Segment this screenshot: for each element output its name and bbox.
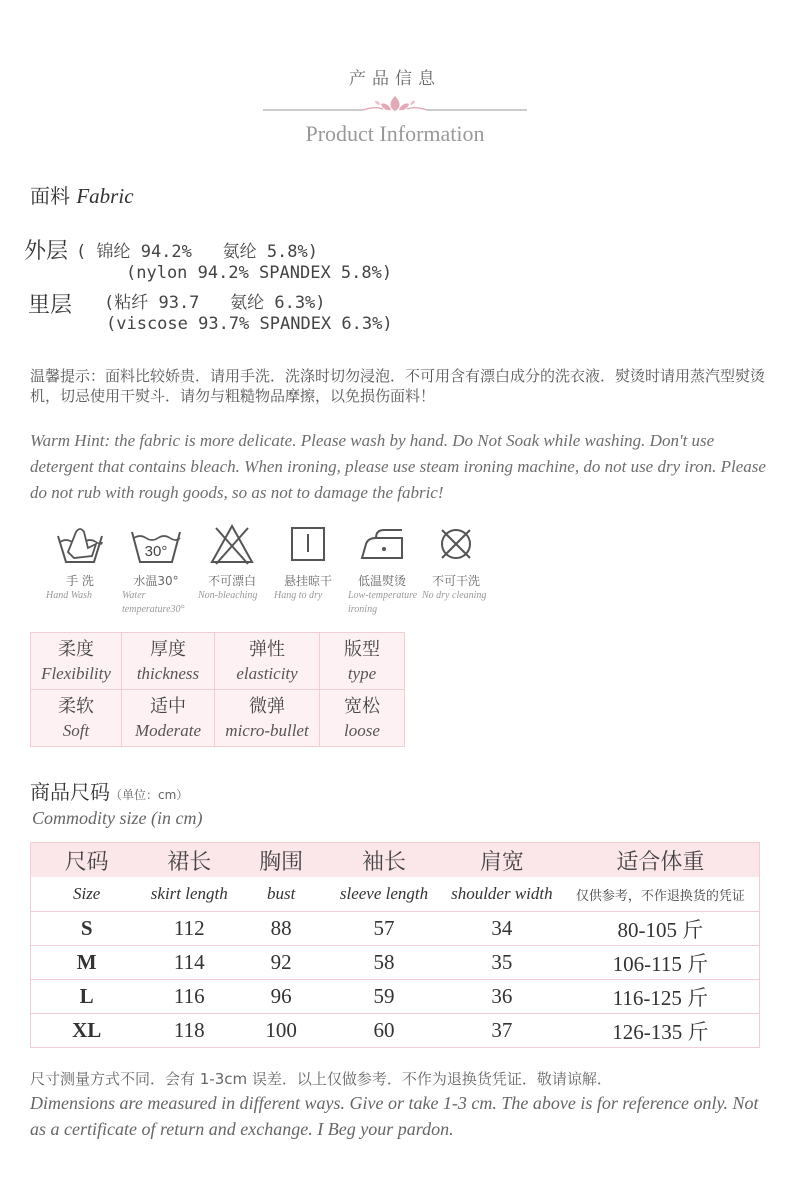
property-value-cell: [215, 690, 320, 747]
hang-dry-icon: [280, 522, 336, 566]
low-iron-icon: [354, 522, 410, 566]
table-cell: 57: [326, 912, 442, 946]
size-cell: M: [31, 946, 143, 980]
inner-layer-label: 里层: [28, 293, 73, 318]
table-cell: 35: [442, 946, 562, 980]
care-label-cn: 悬挂晾干: [283, 574, 332, 588]
table-row: [31, 1014, 760, 1048]
table-row: [31, 946, 760, 980]
column-header-en: sleeve length: [326, 877, 442, 912]
header-title-en: Product Information: [305, 121, 485, 146]
no-bleach-icon: [204, 522, 260, 566]
weight-note: 仅供参考，不作退换货的凭证: [562, 877, 760, 912]
table-cell: 116: [142, 980, 236, 1014]
care-hint-en: Warm Hint: the fabric is more delicate. Please wash by hand. Do Not Soak while washing. Don't use detergent that contains bleach. When ironing, please use steam ironing machine, do not use dry iron. Please do not rub with rough goods, so as not to damage the fabric!: [30, 431, 766, 502]
table-cell: 59: [326, 980, 442, 1014]
care-water-30: [120, 522, 192, 617]
inner-layer-cn: (粘纤 93.7 氨纶 6.3%): [104, 293, 326, 313]
fabric-properties-table: [30, 632, 405, 747]
care-label-cn: 不可干洗: [431, 574, 480, 588]
water-30-icon: [128, 522, 184, 566]
table-cell: 60: [326, 1014, 442, 1048]
property-value-cn: 柔软: [58, 696, 94, 717]
outer-layer-en: (nylon 94.2% SPANDEX 5.8%): [126, 263, 393, 283]
header-title-cn: 产品信息: [349, 69, 441, 89]
size-subtitle-en: Commodity size (in cm): [32, 808, 203, 828]
table-cell: 126-135 斤: [562, 1014, 760, 1048]
table-cell: 100: [236, 1014, 326, 1048]
property-cell: [215, 633, 320, 690]
property-name-cn: 弹性: [249, 639, 285, 660]
measurement-note-cn: 尺寸测量方式不同．会有 1-3cm 误差．以上仅做参考．不作为退换货凭证．敬请谅解．: [30, 1070, 612, 1088]
table-cell: 92: [236, 946, 326, 980]
table-cell: 96: [236, 980, 326, 1014]
care-label-cn: 水温30°: [133, 574, 179, 588]
property-cell: [122, 633, 215, 690]
property-value-cell: [320, 690, 405, 747]
table-cell: 37: [442, 1014, 562, 1048]
table-cell: 116-125 斤: [562, 980, 760, 1014]
size-header-row-en: [31, 877, 760, 912]
property-cell: [31, 633, 122, 690]
property-value-en: Soft: [62, 721, 90, 740]
property-value-en: Moderate: [134, 721, 202, 740]
care-no-dry-clean: [420, 522, 492, 603]
property-name-cn: 柔度: [58, 639, 94, 660]
care-label-en: Non-bleaching: [198, 590, 258, 601]
care-label-en: Hand Wash: [46, 590, 93, 601]
table-cell: 88: [236, 912, 326, 946]
hand-wash-icon: [52, 522, 108, 566]
size-unit: （单位：cm）: [110, 788, 189, 802]
care-hang-dry: [272, 522, 344, 603]
column-header: 胸围: [236, 843, 326, 878]
table-cell: 112: [142, 912, 236, 946]
care-label-cn: 手 洗: [66, 574, 94, 588]
property-name-en: type: [347, 664, 377, 683]
care-no-bleach: [196, 522, 268, 603]
measurement-note-en: Dimensions are measured in different ways. Give or take 1-3 cm. The above is for reference only. Not as a certificate of return and exchange. I Beg your pardon.: [30, 1093, 759, 1139]
property-value-cn: 宽松: [344, 696, 380, 717]
care-hint-cn: 温馨提示：面料比较娇贵．请用手洗．洗涤时切勿浸泡．不可用含有漂白成分的洗衣液．熨烫时请用蒸汽型熨烫机，切忌使用干熨斗．请勿与粗糙物品摩擦，以免损伤面料！: [30, 367, 766, 405]
property-name-en: thickness: [136, 664, 200, 683]
properties-value-row: [31, 690, 405, 747]
property-name-cn: 厚度: [150, 639, 186, 660]
properties-header-row: [31, 633, 405, 690]
column-header-en: skirt length: [142, 877, 236, 912]
table-cell: 114: [142, 946, 236, 980]
column-header: 肩宽: [442, 843, 562, 878]
care-label-en: Water temperature30°: [122, 590, 185, 615]
care-label-cn: 不可漂白: [207, 574, 256, 588]
property-name-en: Flexibility: [41, 664, 111, 683]
column-header: 裙长: [142, 843, 236, 878]
column-header: 袖长: [326, 843, 442, 878]
table-row: [31, 912, 760, 946]
property-value-en: micro-bullet: [225, 721, 309, 740]
outer-layer-label: 外层: [24, 239, 69, 264]
water-temp-text: 30°: [144, 543, 168, 560]
property-value-cell: [122, 690, 215, 747]
table-cell: 36: [442, 980, 562, 1014]
no-dry-clean-icon: [428, 522, 484, 566]
table-row: [31, 980, 760, 1014]
outer-layer-cn: ( 锦纶 94.2% 氨纶 5.8%): [76, 242, 318, 262]
care-low-iron: [346, 522, 418, 617]
ornament-divider-icon: [263, 92, 527, 122]
fabric-title: [30, 180, 134, 209]
care-label-en: No dry cleaning: [422, 590, 487, 601]
care-label-en: Hang to dry: [274, 590, 323, 601]
care-label-en: Low-temperature ironing: [348, 590, 418, 615]
column-header-en: shoulder width: [442, 877, 562, 912]
fabric-title-en: Fabric: [76, 184, 134, 208]
property-value-cell: [31, 690, 122, 747]
inner-layer-en: (viscose 93.7% SPANDEX 6.3%): [106, 314, 393, 334]
property-name-en: elasticity: [236, 664, 298, 683]
care-hand-wash: [44, 522, 116, 603]
fabric-title-cn: 面料: [30, 184, 70, 208]
table-cell: 106-115 斤: [562, 946, 760, 980]
size-section-title: [30, 776, 188, 805]
property-name-cn: 版型: [344, 639, 380, 660]
size-table: [30, 842, 760, 1048]
table-cell: 34: [442, 912, 562, 946]
size-cell: XL: [31, 1014, 143, 1048]
property-value-en: loose: [344, 721, 380, 740]
care-label-cn: 低温熨烫: [357, 574, 406, 588]
size-header-row-cn: [31, 843, 760, 878]
column-header-en: Size: [31, 877, 143, 912]
size-cell: S: [31, 912, 143, 946]
size-cell: L: [31, 980, 143, 1014]
table-cell: 80-105 斤: [562, 912, 760, 946]
property-value-cn: 微弹: [249, 696, 285, 717]
property-value-cn: 适中: [150, 696, 186, 717]
column-header-en: bust: [236, 877, 326, 912]
property-cell: [320, 633, 405, 690]
table-cell: 118: [142, 1014, 236, 1048]
column-header: 尺码: [31, 843, 143, 878]
column-header: 适合体重: [562, 843, 760, 878]
table-cell: 58: [326, 946, 442, 980]
size-title-cn: 商品尺码: [30, 780, 110, 804]
